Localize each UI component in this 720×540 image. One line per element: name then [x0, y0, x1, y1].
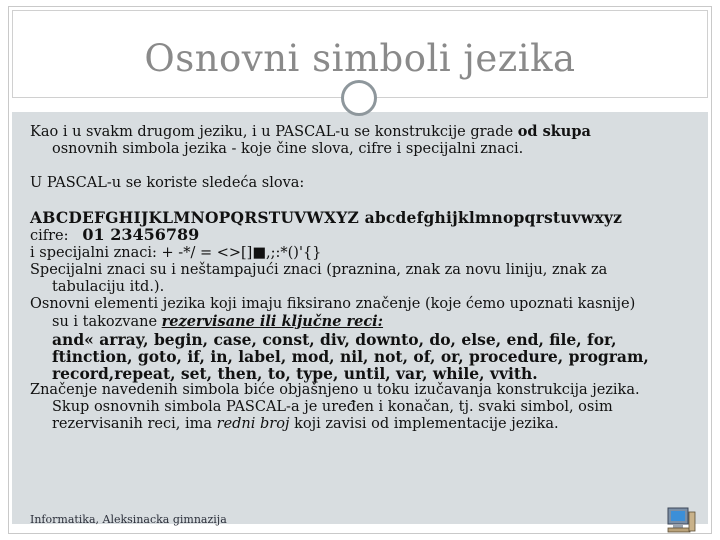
- reserved-words-heading: rezervisane ili ključne reci:: [161, 313, 384, 330]
- intro-text: Kao i u svakm drugom jeziku, i u PASCAL-u se konstrukcije grade: [30, 124, 518, 140]
- keywords-line-2: ftinction, goto, if, in, label, mod, nil, not, of, or, procedure, program,: [52, 347, 649, 366]
- letters-line: ABCDEFGHIJKLMNOPQRSTUVWXYZ abcdefghijklmnopqrstuvwxyz: [30, 208, 623, 227]
- computer-icon: [666, 506, 696, 534]
- meaning-italic: redni broj: [216, 416, 290, 432]
- intro-paragraph: [30, 123, 700, 141]
- special-chars-line: i specijalni znaci: + -*/ = <>[]■,;:*()'{}: [30, 245, 322, 261]
- footer-text: Informatika, Aleksinacka gimnazija: [30, 513, 227, 526]
- digits-label: cifre:: [30, 228, 69, 244]
- keywords-line-1: and« array, begin, case, const, div, downto, do, else, end, file, for,: [52, 330, 617, 349]
- keywords-line-3: record,repeat, set, then, to, type, until, var, while, vvith.: [52, 364, 538, 383]
- meaning-suffix: koji zavisi od implementacije jezika.: [289, 416, 559, 432]
- special-desc-2: tabulaciju itd.).: [52, 279, 165, 295]
- meaning-line-1: Značenje navedenih simbola biće objašnjeno u toku izučavanja konstrukcija jezika.: [30, 382, 640, 398]
- meaning-line-3: [30, 416, 700, 433]
- meaning-line-2: Skup osnovnih simbola PASCAL-a je uređen i konačan, tj. svaki simbol, osim: [52, 399, 613, 415]
- elements-line-1: Osnovni elementi jezika koji imaju fiksirano značenje (koje ćemo upoznati kasnije): [30, 296, 636, 312]
- digits-line: [30, 226, 700, 245]
- intro-bold: od skupa: [517, 123, 591, 140]
- elements-prefix: su i takozvane: [52, 314, 162, 330]
- circle-ornament-icon: [341, 80, 377, 116]
- meaning-prefix: rezervisanih reci, ima: [52, 416, 217, 432]
- letters-intro: U PASCAL-u se koriste sledeća slova:: [30, 175, 305, 191]
- digits-value: 01 23456789: [82, 225, 200, 244]
- special-desc-1: Specijalni znaci su i neštampajući znaci (praznina, znak za novu liniju, znak za: [30, 262, 608, 278]
- slide-body: [30, 123, 700, 433]
- elements-line-2: [30, 313, 700, 331]
- intro-continuation: osnovnih simbola jezika - koje čine slova, cifre i specijalni znaci.: [52, 141, 524, 157]
- slide-title: Osnovni simboli jezika: [144, 37, 576, 80]
